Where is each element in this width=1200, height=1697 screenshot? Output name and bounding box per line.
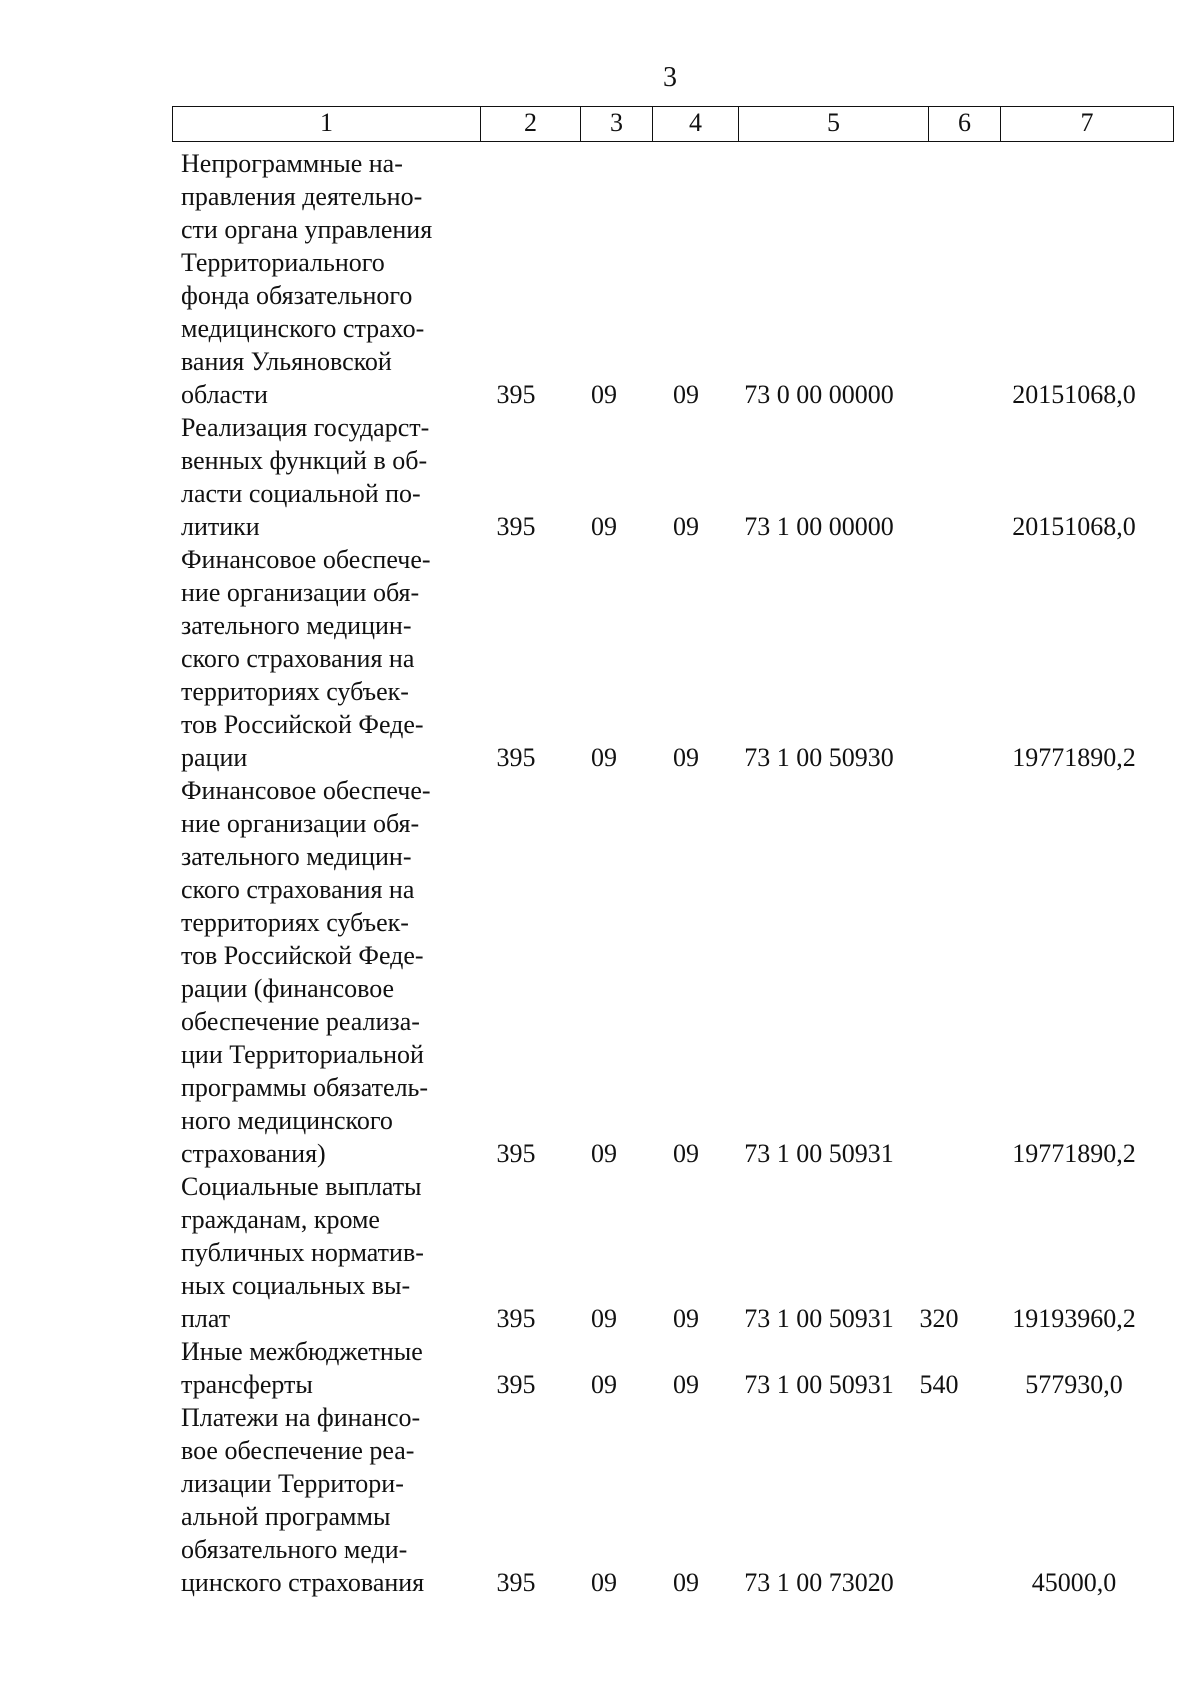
row-name: Социальные выплаты гражданам, кроме публичных норматив- ных социальных вы- плат bbox=[181, 1172, 424, 1333]
table-row bbox=[181, 774, 1181, 1170]
table-row bbox=[181, 1335, 1181, 1401]
cell-col-6: 320 bbox=[919, 1304, 959, 1333]
cell-col-4: 09 bbox=[673, 1304, 699, 1333]
cell-col-5: 73 1 00 50931 bbox=[744, 1139, 894, 1168]
table-row bbox=[181, 411, 1181, 543]
row-name: Финансовое обеспече- ние организации обя- зательного медицин- ского страхования на территориях субъек- тов Российской Феде- рации (финансовое обеспечение реализа- ции Территориальной программы обязатель- ного медицинского страхования) bbox=[181, 776, 431, 1168]
table-row bbox=[181, 543, 1181, 774]
column-header-7: 7 bbox=[1080, 108, 1094, 137]
column-header-5: 5 bbox=[739, 107, 929, 141]
page-number: 3 bbox=[663, 62, 677, 93]
cell-col-2: 395 bbox=[496, 1568, 536, 1597]
cell-col-2: 395 bbox=[496, 1370, 536, 1399]
column-header-1: 1 bbox=[173, 107, 481, 141]
cell-col-4: 09 bbox=[673, 512, 699, 541]
cell-col-4: 09 bbox=[673, 380, 699, 409]
column-header-2: 2 bbox=[481, 107, 581, 141]
cell-col-2: 395 bbox=[496, 380, 536, 409]
table-row bbox=[181, 147, 1181, 411]
cell-col-5: 73 0 00 00000 bbox=[744, 380, 894, 409]
cell-col-5: 73 1 00 50931 bbox=[744, 1370, 894, 1399]
cell-col-4: 09 bbox=[673, 1370, 699, 1399]
table-body bbox=[181, 147, 1181, 1599]
cell-col-4: 09 bbox=[673, 1139, 699, 1168]
cell-col-3: 09 bbox=[591, 1139, 617, 1168]
cell-col-3: 09 bbox=[591, 512, 617, 541]
row-name: Непрограммные на- правления деятельно- сти органа управления Территориального фонда обязательного медицинского страхо- вания Ульяновской области bbox=[181, 149, 433, 409]
cell-col-7: 577930,0 bbox=[1025, 1370, 1123, 1399]
cell-col-2: 395 bbox=[496, 743, 536, 772]
cell-col-7: 19771890,2 bbox=[1012, 1139, 1136, 1168]
table-row bbox=[181, 1170, 1181, 1335]
cell-col-5: 73 1 00 50930 bbox=[744, 743, 894, 772]
cell-col-7: 20151068,0 bbox=[1012, 512, 1136, 541]
cell-col-7: 20151068,0 bbox=[1012, 380, 1136, 409]
cell-col-7: 45000,0 bbox=[1031, 1568, 1117, 1597]
column-header-6: 6 bbox=[929, 107, 1001, 141]
cell-col-2: 395 bbox=[496, 1304, 536, 1333]
row-name: Реализация государст- венных функций в об- ласти социальной по- литики bbox=[181, 413, 430, 541]
cell-col-6: 540 bbox=[919, 1370, 959, 1399]
cell-col-5: 73 1 00 50931 bbox=[744, 1304, 894, 1333]
table-row bbox=[181, 1401, 1181, 1599]
cell-col-3: 09 bbox=[591, 1304, 617, 1333]
cell-col-4: 09 bbox=[673, 1568, 699, 1597]
cell-col-7: 19193960,2 bbox=[1012, 1304, 1136, 1333]
cell-col-2: 395 bbox=[496, 512, 536, 541]
cell-col-3: 09 bbox=[591, 1568, 617, 1597]
cell-col-5: 73 1 00 73020 bbox=[744, 1568, 894, 1597]
cell-col-3: 09 bbox=[591, 1370, 617, 1399]
row-name: Платежи на финансо- вое обеспечение реа- лизации Территори- альной программы обязательного меди- цинского страхования bbox=[181, 1403, 425, 1597]
column-header-3: 3 bbox=[581, 107, 653, 141]
cell-col-5: 73 1 00 00000 bbox=[744, 512, 894, 541]
cell-col-4: 09 bbox=[673, 743, 699, 772]
row-name: Иные межбюджетные трансферты bbox=[181, 1337, 423, 1399]
row-name: Финансовое обеспече- ние организации обя- зательного медицин- ского страхования на территориях субъек- тов Российской Феде- рации bbox=[181, 545, 431, 772]
table-header bbox=[172, 106, 1174, 142]
cell-col-2: 395 bbox=[496, 1139, 536, 1168]
column-header-4: 4 bbox=[653, 107, 739, 141]
cell-col-3: 09 bbox=[591, 380, 617, 409]
cell-col-7: 19771890,2 bbox=[1012, 743, 1136, 772]
cell-col-3: 09 bbox=[591, 743, 617, 772]
